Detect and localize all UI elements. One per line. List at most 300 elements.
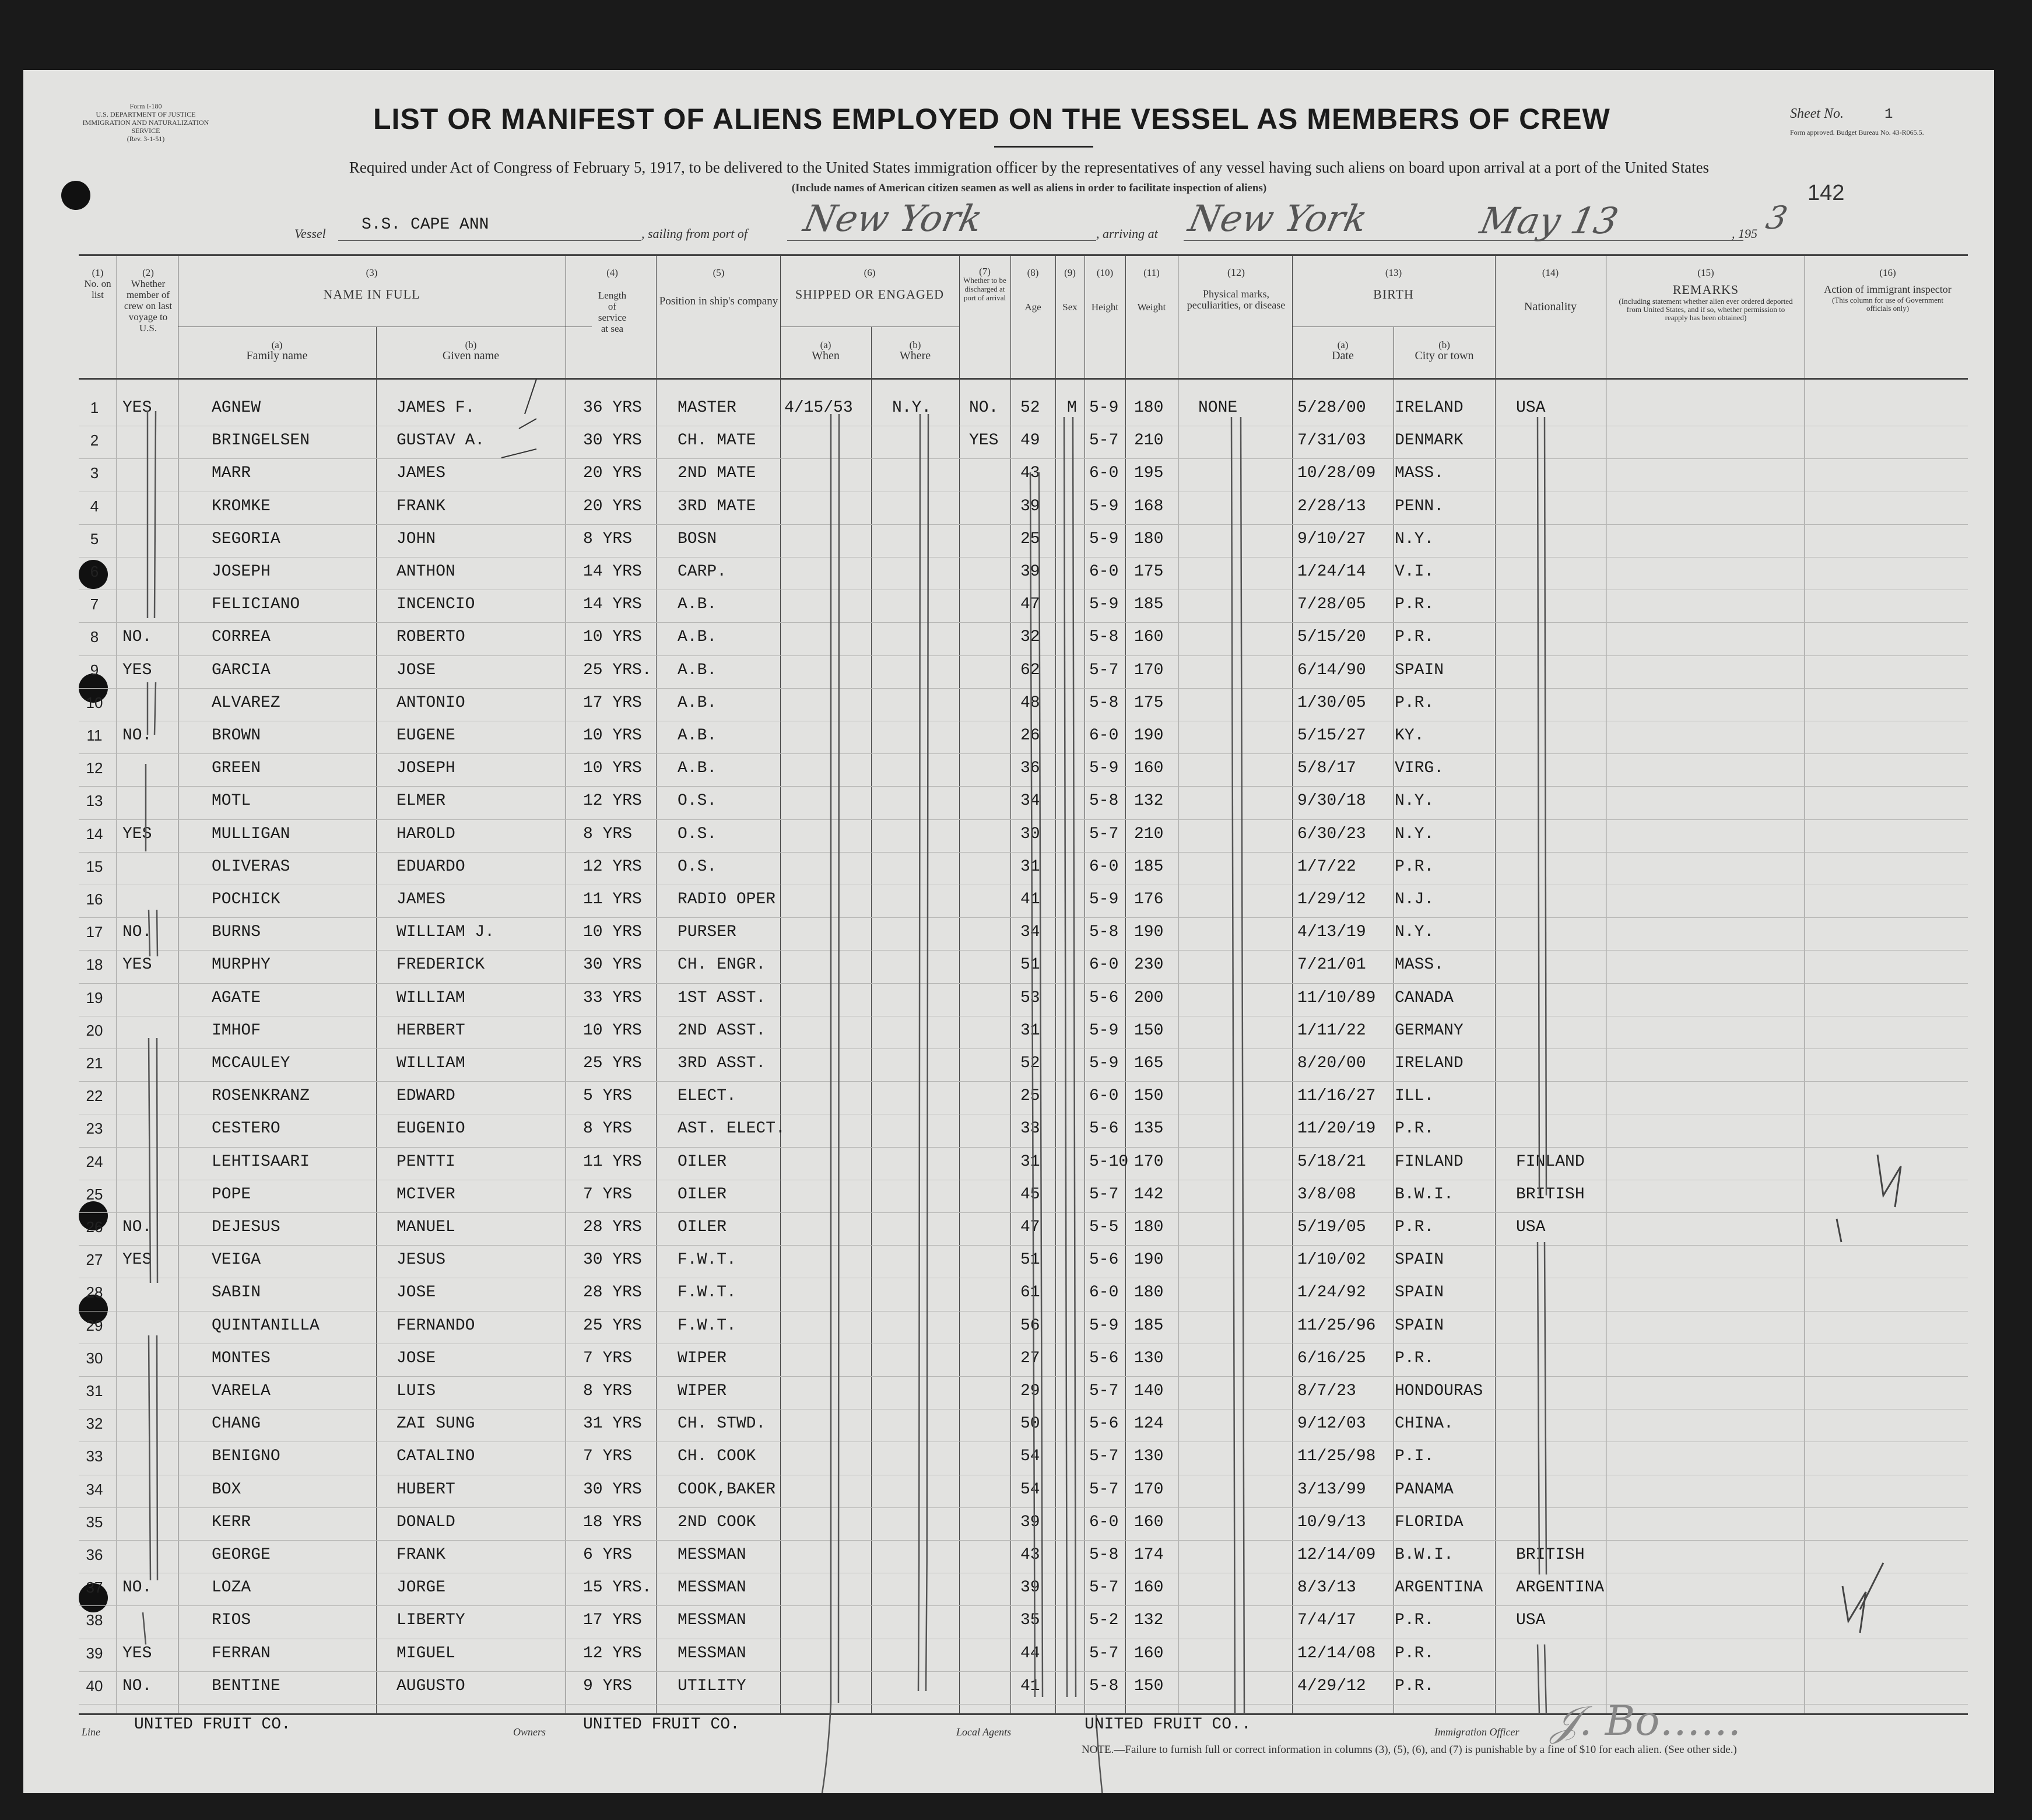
- birth-city: HONDOURAS: [1395, 1382, 1483, 1400]
- birth-city: ILL.: [1395, 1087, 1434, 1106]
- length-of-service: 30 YRS: [583, 1480, 642, 1499]
- family-name: FERRAN: [212, 1644, 271, 1663]
- family-name: BOX: [212, 1480, 241, 1499]
- given-name: JAMES: [396, 890, 446, 909]
- birth-city: N.Y.: [1395, 923, 1434, 942]
- height: 5-6: [1089, 988, 1119, 1007]
- given-name: LIBERTY: [396, 1611, 465, 1630]
- col-header-family: (a) Family name: [246, 339, 308, 362]
- position: 1ST ASST.: [678, 988, 766, 1007]
- birth-date: 6/30/23: [1297, 825, 1366, 843]
- length-of-service: 36 YRS: [583, 399, 642, 417]
- row-number: 34: [86, 1480, 103, 1498]
- age: 43: [1020, 1546, 1040, 1564]
- given-name: JOSE: [396, 661, 436, 679]
- birth-city: DENMARK: [1395, 432, 1464, 450]
- birth-date: 2/28/13: [1297, 497, 1366, 516]
- position: CH. MATE: [678, 432, 756, 450]
- length-of-service: 28 YRS: [583, 1218, 642, 1236]
- length-of-service: 12 YRS: [583, 857, 642, 876]
- birth-city: P.R.: [1395, 693, 1434, 712]
- age: 39: [1020, 1513, 1040, 1531]
- ditto-line: [1545, 417, 1546, 1195]
- birth-date: 7/28/05: [1297, 595, 1366, 614]
- given-name: ROBERTO: [396, 628, 465, 647]
- family-name: DEJESUS: [212, 1218, 280, 1236]
- col-header-sex: (9) Sex: [1062, 267, 1078, 313]
- position: 3RD MATE: [678, 497, 756, 516]
- length-of-service: 12 YRS: [583, 792, 642, 811]
- check-mark: [1860, 1563, 1883, 1609]
- birth-city: IRELAND: [1395, 1054, 1464, 1072]
- birth-city: N.Y.: [1395, 529, 1434, 548]
- row-number: 21: [86, 1054, 103, 1072]
- age: 44: [1020, 1644, 1040, 1663]
- height: 6-0: [1089, 1513, 1119, 1531]
- nationality: USA: [1516, 1611, 1546, 1630]
- ditto-line: [1538, 1644, 1539, 1714]
- ditto-line: [1538, 1242, 1539, 1574]
- row-number: 32: [86, 1415, 103, 1433]
- col-header-shipped: (6) SHIPPED OR ENGAGED: [795, 267, 945, 301]
- given-name: WILLIAM J.: [396, 923, 495, 942]
- weight: 170: [1134, 1152, 1164, 1171]
- length-of-service: 25 YRS: [583, 1316, 642, 1335]
- height: 5-9: [1089, 1054, 1119, 1072]
- position: O.S.: [678, 792, 717, 811]
- birth-city: SPAIN: [1395, 1284, 1444, 1302]
- sheet-number-value: 1: [1884, 107, 1893, 122]
- position: RADIO OPER: [678, 890, 776, 909]
- birth-city: V.I.: [1395, 563, 1434, 581]
- height: 5-9: [1089, 497, 1119, 516]
- row-number: 35: [86, 1513, 103, 1531]
- row-number: 38: [86, 1611, 103, 1629]
- position: ELECT.: [678, 1087, 736, 1106]
- height: 5-7: [1089, 1480, 1119, 1499]
- page-number: 142: [1808, 181, 1845, 205]
- height: 5-7: [1089, 1644, 1119, 1663]
- weight: 160: [1134, 1644, 1164, 1663]
- length-of-service: 8 YRS: [583, 1120, 633, 1138]
- row-number: 8: [90, 628, 99, 646]
- ditto-marks: [23, 70, 1994, 1793]
- weight: 132: [1134, 792, 1164, 811]
- given-name: MIGUEL: [396, 1644, 455, 1663]
- birth-city: N.Y.: [1395, 792, 1434, 811]
- birth-city: MASS.: [1395, 464, 1444, 483]
- family-name: LEHTISAARI: [212, 1152, 310, 1171]
- year-prefix: , 195: [1732, 226, 1757, 241]
- weight: 190: [1134, 923, 1164, 942]
- birth-city: N.Y.: [1395, 825, 1434, 843]
- given-name: EDWARD: [396, 1087, 455, 1106]
- given-name: PENTTI: [396, 1152, 455, 1171]
- ditto-line: [155, 682, 156, 735]
- weight: 150: [1134, 1677, 1164, 1695]
- col-header-remarks: (15) REMARKS (Including statement whether alien ever ordered deported from United States, and if so, whether permission to reapply has been obtained): [1619, 267, 1793, 322]
- birth-city: PENN.: [1395, 497, 1444, 516]
- row-number: 15: [86, 857, 103, 875]
- height: 5-8: [1089, 1677, 1119, 1695]
- birth-city: B.W.I.: [1395, 1546, 1454, 1564]
- height: 5-6: [1089, 1415, 1119, 1433]
- weight: 135: [1134, 1120, 1164, 1138]
- birth-date: 7/4/17: [1297, 1611, 1356, 1630]
- family-name: ALVAREZ: [212, 693, 280, 712]
- given-name: FRANK: [396, 497, 446, 516]
- height: 5-9: [1089, 1316, 1119, 1335]
- family-name: POPE: [212, 1185, 251, 1204]
- given-name: DONALD: [396, 1513, 455, 1531]
- ditto-line: [926, 414, 928, 1691]
- birth-date: 11/16/27: [1297, 1087, 1376, 1106]
- weight: 185: [1134, 857, 1164, 876]
- length-of-service: 30 YRS: [583, 1251, 642, 1270]
- age: 26: [1020, 727, 1040, 745]
- position: OILER: [678, 1152, 727, 1171]
- birth-city: KY.: [1395, 727, 1424, 745]
- age: 29: [1020, 1382, 1040, 1400]
- length-of-service: 20 YRS: [583, 497, 642, 516]
- length-of-service: 7 YRS: [583, 1349, 633, 1367]
- length-of-service: 31 YRS: [583, 1415, 642, 1433]
- given-name: EUGENIO: [396, 1120, 465, 1138]
- age: 43: [1020, 464, 1040, 483]
- birth-date: 12/14/09: [1297, 1546, 1376, 1564]
- length-of-service: 10 YRS: [583, 727, 642, 745]
- weight: 174: [1134, 1546, 1164, 1564]
- row-number: 6: [90, 563, 99, 580]
- crew-on-last-voyage: YES: [122, 1644, 152, 1663]
- ditto-line: [149, 1038, 150, 1283]
- ditto-line: [1545, 1242, 1546, 1574]
- birth-date: 5/15/20: [1297, 628, 1366, 647]
- birth-date: 10/9/13: [1297, 1513, 1366, 1531]
- birth-city: P.I.: [1395, 1447, 1434, 1466]
- weight: 140: [1134, 1382, 1164, 1400]
- weight: 132: [1134, 1611, 1164, 1630]
- weight: 160: [1134, 628, 1164, 647]
- ditto-line: [1073, 417, 1076, 1697]
- weight: 175: [1134, 563, 1164, 581]
- height: 6-0: [1089, 727, 1119, 745]
- position: A.B.: [678, 595, 717, 614]
- row-number: 40: [86, 1677, 103, 1695]
- weight: 190: [1134, 727, 1164, 745]
- family-name: JOSEPH: [212, 563, 271, 581]
- weight: 168: [1134, 497, 1164, 516]
- family-name: CHANG: [212, 1415, 261, 1433]
- family-name: MOTL: [212, 792, 251, 811]
- length-of-service: 10 YRS: [583, 923, 642, 942]
- col-header-height: (10) Height: [1091, 267, 1119, 313]
- birth-date: 6/14/90: [1297, 661, 1366, 679]
- row-number: 30: [86, 1349, 103, 1367]
- crew-on-last-voyage: YES: [122, 956, 152, 974]
- given-name: JESUS: [396, 1251, 446, 1270]
- weight: 185: [1134, 1316, 1164, 1335]
- height: 5-7: [1089, 1579, 1119, 1597]
- row-number: 19: [86, 988, 103, 1007]
- height: 5-9: [1089, 890, 1119, 909]
- ditto-line: [149, 1335, 150, 1580]
- position: 2ND MATE: [678, 464, 756, 483]
- row-number: 17: [86, 923, 103, 941]
- height: 5-7: [1089, 1382, 1119, 1400]
- age: 62: [1020, 661, 1040, 679]
- row-number: 23: [86, 1120, 103, 1138]
- position: A.B.: [678, 628, 717, 647]
- given-name: JOHN: [396, 529, 436, 548]
- birth-date: 3/13/99: [1297, 1480, 1366, 1499]
- length-of-service: 28 YRS: [583, 1284, 642, 1302]
- length-of-service: 10 YRS: [583, 1021, 642, 1040]
- crew-on-last-voyage: YES: [122, 825, 152, 843]
- birth-date: 1/7/22: [1297, 857, 1356, 876]
- position: A.B.: [678, 727, 717, 745]
- row-number: 37: [86, 1579, 103, 1597]
- col-header-weight: (11) Weight: [1137, 267, 1166, 313]
- birth-date: 1/24/14: [1297, 563, 1366, 581]
- ditto-line: [1538, 417, 1539, 1195]
- row-number: 18: [86, 956, 103, 974]
- weight: 160: [1134, 759, 1164, 778]
- age: 34: [1020, 923, 1040, 942]
- family-name: POCHICK: [212, 890, 280, 909]
- position: 3RD ASST.: [678, 1054, 766, 1072]
- birth-date: 12/14/08: [1297, 1644, 1376, 1663]
- height: 6-0: [1089, 1087, 1119, 1106]
- row-number: 3: [90, 464, 99, 482]
- position: PURSER: [678, 923, 736, 942]
- height: 6-0: [1089, 563, 1119, 581]
- birth-date: 4/13/19: [1297, 923, 1366, 942]
- length-of-service: 33 YRS: [583, 988, 642, 1007]
- weight: 124: [1134, 1415, 1164, 1433]
- given-name: WILLIAM: [396, 988, 465, 1007]
- weight: 200: [1134, 988, 1164, 1007]
- birth-date: 5/15/27: [1297, 727, 1366, 745]
- birth-date: 4/29/12: [1297, 1677, 1366, 1695]
- age: 25: [1020, 1087, 1040, 1106]
- sex: M: [1067, 399, 1077, 417]
- given-name: INCENCIO: [396, 595, 475, 614]
- position: F.W.T.: [678, 1316, 736, 1335]
- check-mark: [1843, 1586, 1866, 1633]
- family-name: GEORGE: [212, 1546, 271, 1564]
- birth-city: P.R.: [1395, 1120, 1434, 1138]
- family-name: AGNEW: [212, 399, 261, 417]
- family-name: MONTES: [212, 1349, 271, 1367]
- form-id-line: U.S. DEPARTMENT OF JUSTICE: [96, 110, 196, 118]
- given-name: ANTONIO: [396, 693, 465, 712]
- family-name: GREEN: [212, 759, 261, 778]
- required-text: Required under Act of Congress of February 5, 1917, to be delivered to the United States immigration officer by the representatives of any vessel having such aliens on board upon arrival at a port of the United States: [349, 159, 1710, 176]
- age: 36: [1020, 759, 1040, 778]
- form-id-line: IMMIGRATION AND NATURALIZATION SERVICE: [82, 118, 209, 135]
- birth-city: B.W.I.: [1395, 1185, 1454, 1204]
- weight: 150: [1134, 1087, 1164, 1106]
- row-number: 29: [86, 1316, 103, 1334]
- page-title: LIST OR MANIFEST OF ALIENS EMPLOYED ON THE VESSEL AS MEMBERS OF CREW: [373, 103, 1610, 135]
- ditto-line: [817, 414, 831, 1793]
- age: 27: [1020, 1349, 1040, 1367]
- family-name: OLIVERAS: [212, 857, 290, 876]
- age: 53: [1020, 988, 1040, 1007]
- age: 52: [1020, 399, 1040, 417]
- given-name: JOSE: [396, 1284, 436, 1302]
- row-number: 12: [86, 759, 103, 777]
- family-name: KROMKE: [212, 497, 271, 516]
- length-of-service: 12 YRS: [583, 1644, 642, 1663]
- birth-date: 5/28/00: [1297, 399, 1366, 417]
- birth-city: CANADA: [1395, 988, 1454, 1007]
- length-of-service: 15 YRS.: [583, 1579, 652, 1597]
- weight: 130: [1134, 1349, 1164, 1367]
- height: 5-2: [1089, 1611, 1119, 1630]
- length-of-service: 30 YRS: [583, 956, 642, 974]
- weight: 160: [1134, 1579, 1164, 1597]
- nationality: USA: [1516, 1218, 1546, 1236]
- weight: 185: [1134, 595, 1164, 614]
- manifest-sheet: [23, 70, 1994, 1793]
- ditto-line: [1030, 472, 1035, 1697]
- age: 39: [1020, 497, 1040, 516]
- family-name: QUINTANILLA: [212, 1316, 320, 1335]
- age: 31: [1020, 857, 1040, 876]
- length-of-service: 17 YRS: [583, 1611, 642, 1630]
- age: 49: [1020, 432, 1040, 450]
- tally-slash: [525, 379, 536, 414]
- crew-on-last-voyage: YES: [122, 399, 152, 417]
- height: 5-7: [1089, 825, 1119, 843]
- height: 5-7: [1089, 661, 1119, 679]
- given-name: FERNANDO: [396, 1316, 475, 1335]
- row-number: 16: [86, 890, 103, 908]
- given-name: CATALINO: [396, 1447, 475, 1466]
- row-number: 7: [90, 595, 99, 613]
- birth-date: 1/11/22: [1297, 1021, 1366, 1040]
- check-mark: [1837, 1219, 1841, 1242]
- length-of-service: 18 YRS: [583, 1513, 642, 1531]
- length-of-service: 10 YRS: [583, 628, 642, 647]
- given-name: JAMES: [396, 464, 446, 483]
- given-name: HAROLD: [396, 825, 455, 843]
- height: 5-6: [1089, 1251, 1119, 1270]
- crew-on-last-voyage: NO.: [122, 628, 152, 647]
- col-header-birth-city: (b) City or town: [1415, 339, 1474, 362]
- position: MESSMAN: [678, 1611, 746, 1630]
- row-number: 4: [90, 497, 99, 515]
- height: 6-0: [1089, 857, 1119, 876]
- col-header-when: (a) When: [812, 339, 840, 362]
- height: 5-9: [1089, 1021, 1119, 1040]
- row-number: 31: [86, 1382, 103, 1400]
- birth-city: FLORIDA: [1395, 1513, 1464, 1531]
- birth-date: 11/25/98: [1297, 1447, 1376, 1466]
- height: 5-8: [1089, 1546, 1119, 1564]
- birth-city: MASS.: [1395, 956, 1444, 974]
- sailing-label: , sailing from port of: [641, 226, 747, 241]
- position: A.B.: [678, 693, 717, 712]
- weight: 190: [1134, 1251, 1164, 1270]
- ditto-line: [1231, 417, 1235, 1714]
- age: 32: [1020, 628, 1040, 647]
- owners-label: Owners: [513, 1726, 546, 1738]
- position: WIPER: [678, 1382, 727, 1400]
- age: 47: [1020, 1218, 1040, 1236]
- position: BOSN: [678, 529, 717, 548]
- weight: 180: [1134, 1284, 1164, 1302]
- form-id-line: (Rev. 3-1-51): [127, 135, 165, 143]
- given-name: ANTHON: [396, 563, 455, 581]
- birth-date: 5/19/05: [1297, 1218, 1366, 1236]
- position: 2ND COOK: [678, 1513, 756, 1531]
- family-name: GARCIA: [212, 661, 271, 679]
- form-approved: Form approved. Budget Bureau No. 43-R065.5.: [1790, 128, 1924, 136]
- given-name: JORGE: [396, 1579, 446, 1597]
- family-name: FELICIANO: [212, 595, 300, 614]
- col-header-given: (b) Given name: [442, 339, 500, 362]
- col-header-age: (8) Age: [1024, 267, 1041, 313]
- family-name: BRINGELSEN: [212, 432, 310, 450]
- age: 45: [1020, 1185, 1040, 1204]
- birth-date: 6/16/25: [1297, 1349, 1366, 1367]
- age: 50: [1020, 1415, 1040, 1433]
- height: 5-7: [1089, 1185, 1119, 1204]
- given-name: LUIS: [396, 1382, 436, 1400]
- weight: 165: [1134, 1054, 1164, 1072]
- birth-date: 8/20/00: [1297, 1054, 1366, 1072]
- length-of-service: 25 YRS: [583, 1054, 642, 1072]
- position: MESSMAN: [678, 1644, 746, 1663]
- weight: 230: [1134, 956, 1164, 974]
- row-number: 1: [90, 399, 99, 416]
- crew-on-last-voyage: NO.: [122, 727, 152, 745]
- sheet-label: Sheet No.: [1790, 106, 1844, 121]
- birth-date: 9/30/18: [1297, 792, 1366, 811]
- officer-label: Immigration Officer: [1434, 1726, 1519, 1738]
- given-name: ZAI SUNG: [396, 1415, 475, 1433]
- position: CH. COOK: [678, 1447, 756, 1466]
- height: 5-8: [1089, 792, 1119, 811]
- family-name: AGATE: [212, 988, 261, 1007]
- given-name: AUGUSTO: [396, 1677, 465, 1695]
- birth-city: P.R.: [1395, 1677, 1434, 1695]
- weight: 180: [1134, 1218, 1164, 1236]
- length-of-service: 7 YRS: [583, 1185, 633, 1204]
- weight: 170: [1134, 661, 1164, 679]
- nationality: ARGENTINA: [1516, 1579, 1605, 1597]
- crew-on-last-voyage: YES: [122, 661, 152, 679]
- position: OILER: [678, 1218, 727, 1236]
- family-name: MULLIGAN: [212, 825, 290, 843]
- age: 31: [1020, 1021, 1040, 1040]
- position: CH. STWD.: [678, 1415, 766, 1433]
- col-header-discharged: (7) Whether to be discharged at port of arrival: [963, 266, 1006, 302]
- birth-date: 1/29/12: [1297, 890, 1366, 909]
- age: 51: [1020, 1251, 1040, 1270]
- discharged: YES: [969, 432, 999, 450]
- include-text: (Include names of American citizen seamen as well as aliens in order to facilitate inspection of aliens): [791, 182, 1267, 194]
- length-of-service: 25 YRS.: [583, 661, 652, 679]
- given-name: MANUEL: [396, 1218, 455, 1236]
- nationality: FINLAND: [1516, 1152, 1585, 1171]
- tally-slash: [501, 449, 536, 458]
- agents-value: UNITED FRUIT CO..: [1085, 1716, 1251, 1734]
- row-number: 39: [86, 1644, 103, 1662]
